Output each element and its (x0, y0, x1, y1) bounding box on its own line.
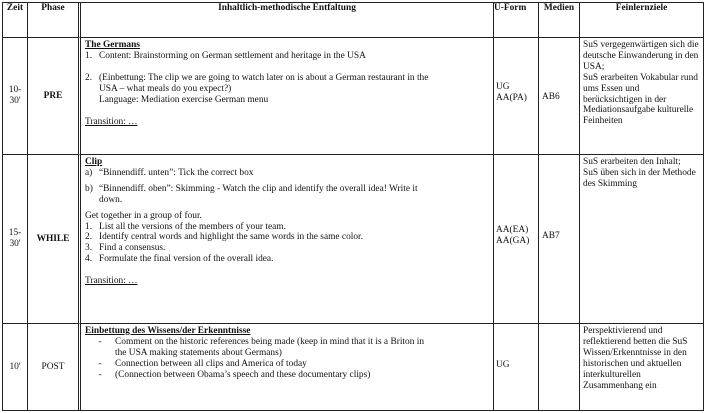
uform-cell: UG AA(PA) (494, 38, 539, 155)
content-cell (81, 155, 494, 324)
list-item-continuation: Language: Mediation exercise German menu (99, 94, 269, 105)
medien-cell: AB6 (539, 38, 580, 155)
list-item: 1. Content: Brainstorming on German settlement and heritage in the USA (85, 50, 366, 61)
list-item: - Comment on the historic references being made (keep in mind that it is a Briton in (98, 336, 425, 347)
section-title: The Germans (85, 40, 140, 50)
list-item-continuation: the USA making statements about Germans) (115, 347, 282, 358)
header-entfaltung: Inhaltlich-methodische Entfaltung (81, 3, 494, 38)
list-item: - (Connection between Obama’s speech and these documentary clips) (98, 369, 371, 380)
medien-cell (539, 324, 580, 410)
zeit-cell: 10- 30' (3, 38, 28, 155)
zeit-cell: 10' (3, 324, 28, 410)
table-row-while (3, 155, 703, 324)
table-row-post (3, 324, 703, 410)
list-item: a) “Binnendiff. unten”: Tick the correct box (85, 167, 254, 178)
medien-cell: AB7 (539, 155, 580, 324)
header-phase: Phase (28, 3, 81, 38)
zeit-cell: 15- 30' (3, 155, 28, 324)
list-item: 2. (Einbettung: The clip we are going to watch later on is about a German restaurant in the (85, 72, 429, 83)
list-item: b) “Binnendiff. oben”: Skimming - Watch the clip and identify the overall idea! Write it (85, 183, 418, 194)
list-item: 2. Identify central words and highlight the same words in the same color. (85, 232, 363, 243)
header-feinlernziele: Feinlernziele (580, 3, 703, 38)
section-title: Einbettung des Wissens/der Erkenntnisse (85, 326, 251, 336)
list-item: - Connection between all clips and America of today (98, 358, 307, 369)
content-cell (81, 38, 494, 155)
transition-text: Transition: … (85, 116, 138, 127)
header-row (3, 3, 703, 38)
transition-text: Transition: … (85, 276, 138, 287)
phase-cell: PRE (28, 38, 81, 155)
header-zeit: Zeit (3, 3, 28, 38)
list-item: 3. Find a consensus. (85, 243, 166, 254)
section-title: Clip (85, 157, 103, 167)
header-medien: Medien (539, 3, 580, 38)
lesson-plan-table (2, 2, 704, 411)
uform-cell: AA(EA) AA(GA) (494, 155, 539, 324)
feinlernziele-cell: SuS vergegenwärtigen sich die deutsche Einwanderung in den USA; SuS erarbeiten Vokabular rund ums Essen und berücksichtigen in der Mediationsaufgabe kulturelle Feinheiten (580, 38, 703, 155)
uform-cell: UG (494, 324, 539, 410)
list-item: 1. List all the versions of the members of your team. (85, 221, 286, 232)
content-cell (81, 324, 494, 410)
list-item-continuation: down. (99, 194, 123, 205)
table-row-pre (3, 38, 703, 155)
feinlernziele-cell: Perspektivierend und reflektierend betten die SuS Wissen/Erkenntnisse in den historischen und aktuellen interkulturellen Zusammenhang ein (583, 326, 688, 391)
list-item-continuation: USA – what meals do you expect?) (99, 83, 232, 94)
group-instruction: Get together in a group of four. (85, 210, 202, 221)
header-uform: U-Form (494, 3, 539, 38)
phase-cell: POST (28, 324, 81, 410)
list-item: 4. Formulate the final version of the overall idea. (85, 254, 274, 265)
feinlernziele-cell: SuS erarbeiten den Inhalt; SuS üben sich in der Methode des Skimming (580, 155, 703, 324)
phase-cell: WHILE (28, 155, 81, 324)
